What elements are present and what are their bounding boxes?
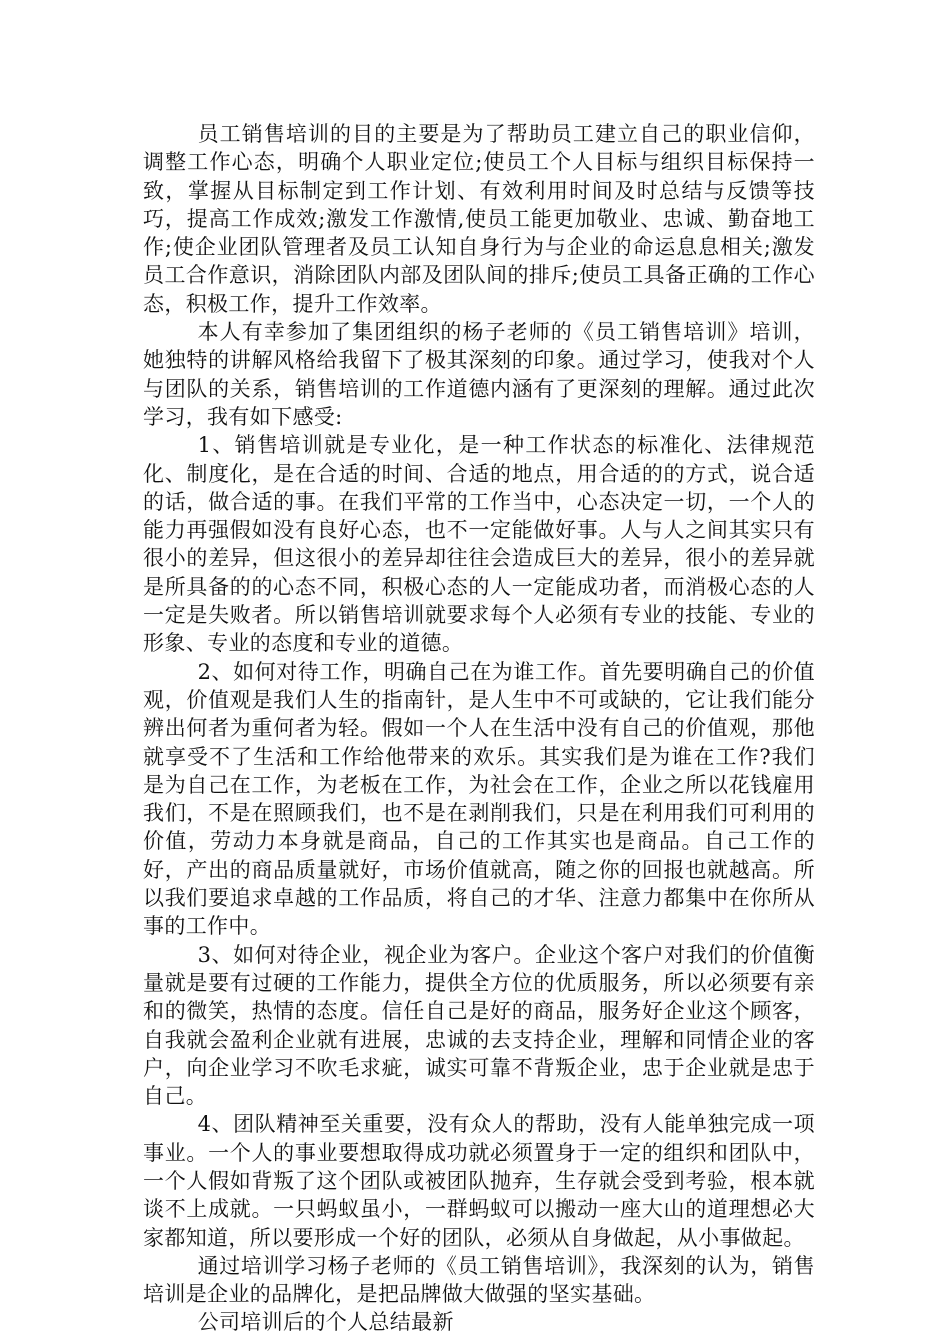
paragraph-point-3: 3、如何对待企业，视企业为客户。企业这个客户对我们的价值衡量就是要有过硬的工作能力，提供全方位的优质服务，所以必须要有亲和的微笑，热情的态度。信任自己是好的商品，服务好企业这个顾客，自我就会盈利企业就有进展，忠诚的去支持企业，理解和同情企业的客户，向企业学习不吹毛求疵，诚实可靠不背叛企业，忠于企业就是忠于自己。: [143, 942, 815, 1109]
paragraph-point-2: 2、如何对待工作，明确自己在为谁工作。首先要明确自己的价值观，价值观是我们人生的指南针，是人生中不可或缺的，它让我们能分辨出何者为重何者为轻。假如一个人在生活中没有自己的价值观，那他就享受不了生活和工作给他带来的欢乐。其实我们是为谁在工作?我们是为自己在工作，为老板在工作，为社会在工作，企业之所以花钱雇用我们，不是在照顾我们，也不是在剥削我们，只是在利用我们可利用的价值，劳动力本身就是商品，自己的工作其实也是商品。自己工作的好，产出的商品质量就好，市场价值就高，随之你的回报也就越高。所以我们要追求卓越的工作品质，将自己的才华、注意力都集中在你所从事的工作中。: [143, 659, 815, 939]
document-body: [143, 120, 815, 1337]
paragraph-point-4: 4、团队精神至关重要，没有众人的帮助，没有人能单独完成一项事业。一个人的事业要想取得成功就必须置身于一定的组织和团队中，一个人假如背叛了这个团队或被团队抛弃，生存就会受到考验，根本就谈不上成就。一只蚂蚁虽小，一群蚂蚁可以搬动一座大山的道理想必大家都知道，所以要形成一个好的团队，必须从自身做起，从小事做起。: [143, 1112, 815, 1250]
paragraph-introduction: 本人有幸参加了集团组织的杨子老师的《员工销售培训》培训，她独特的讲解风格给我留下了极其深刻的印象。通过学习，使我对个人与团队的关系，销售培训的工作道德内涵有了更深刻的理解。通过此次学习，我有如下感受:: [143, 320, 815, 429]
paragraph-point-1: 1、销售培训就是专业化，是一种工作状态的标准化、法律规范化、制度化，是在合适的时间、合适的地点，用合适的的方式，说合适的话，做合适的事。在我们平常的工作当中，心态决定一切，一个人的能力再强假如没有良好心态，也不一定能做好事。人与人之间其实只有很小的差异，但这很小的差异却往往会造成巨大的差异，很小的差异就是所具备的的心态不同，积极心态的人一定能成功者，而消极心态的人一定是失败者。所以销售培训就要求每个人必须有专业的技能、专业的形象、专业的态度和专业的道德。: [143, 433, 815, 656]
paragraph-conclusion: 通过培训学习杨子老师的《员工销售培训》，我深刻的认为，销售培训是企业的品牌化，是把品牌做大做强的坚实基础。: [143, 1253, 815, 1307]
paragraph-next-title: 公司培训后的个人总结最新: [197, 1310, 454, 1335]
paragraph-purpose: 员工销售培训的目的主要是为了帮助员工建立自己的职业信仰，调整工作心态，明确个人职业定位;使员工个人目标与组织目标保持一致，掌握从目标制定到工作计划、有效利用时间及时总结与反馈等技巧，提高工作成效;激发工作激情,使员工能更加敬业、忠诚、勤奋地工作;使企业团队管理者及员工认知自身行为与企业的命运息息相关;激发员工合作意识，消除团队内部及团队间的排斥;使员工具备正确的工作心态，积极工作，提升工作效率。: [143, 122, 815, 316]
